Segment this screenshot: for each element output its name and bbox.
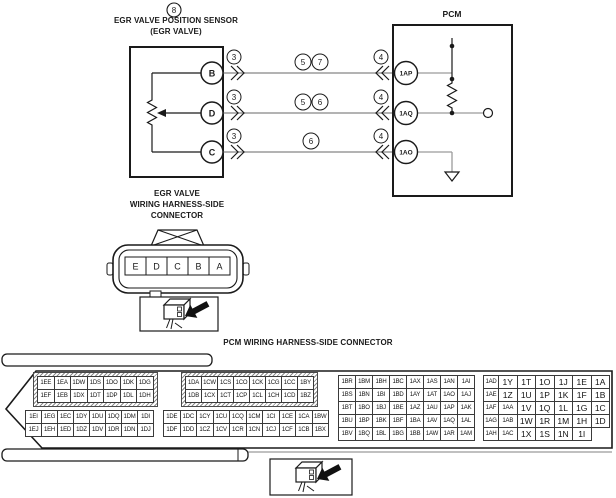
pin-cell-1eg: 1EG — [41, 410, 58, 424]
pin-cell-1ac: 1AC — [498, 427, 518, 441]
pin-cell-1cc: 1CC — [281, 376, 298, 390]
wire1-mid-ref-b: 7 — [317, 58, 323, 67]
pcm-pin-terminals — [395, 62, 418, 164]
pin-row — [37, 389, 154, 403]
wire1-mid-ref-a: 5 — [300, 58, 306, 67]
pin-cell-1ef: 1EF — [37, 389, 55, 403]
pin-cell-1bx: 1BX — [312, 423, 330, 437]
pin-cell-1ad: 1AD — [483, 375, 499, 389]
pin-cell-1eh: 1EH — [41, 423, 58, 437]
pin-cell-1cp: 1CP — [233, 389, 250, 403]
pin-cell-1av: 1AV — [423, 414, 441, 428]
pin-cell-1r: 1R — [535, 414, 555, 428]
pin-cell-1dw: 1DW — [70, 376, 88, 390]
pin-cell-1dq: 1DQ — [105, 410, 122, 424]
pin-cell-1bs: 1BS — [338, 388, 356, 402]
pin-cell-1x: 1X — [517, 427, 537, 441]
pin-cell-1am: 1AM — [457, 427, 475, 441]
pin-cell-1b: 1B — [591, 388, 611, 402]
pin-cell-1bf: 1BF — [389, 414, 407, 428]
wire1-left-ref: 3 — [231, 53, 237, 62]
pin-cell-1ch: 1CH — [265, 389, 282, 403]
pin-cell-1de: 1DE — [163, 410, 181, 424]
pin-row — [483, 427, 610, 441]
pin-cell-1bg: 1BG — [389, 427, 407, 441]
pin-cell-1dv: 1DV — [89, 423, 106, 437]
pin-cell-1ap: 1AP — [440, 401, 458, 415]
pin-cell-1c: 1C — [591, 401, 611, 415]
pin-cell-1dx: 1DX — [70, 389, 88, 403]
pin-cell-1m: 1M — [554, 414, 574, 428]
connector-direction-callout — [270, 459, 352, 495]
pin-cell-1db: 1DB — [185, 389, 202, 403]
pin-cell-1cm: 1CM — [246, 410, 264, 424]
wire3-mid-ref: 6 — [308, 137, 314, 146]
pin-cell-1j: 1J — [554, 375, 574, 389]
egr-connector-drawing — [107, 230, 249, 297]
pin-cell-1p: 1P — [535, 388, 555, 402]
pin-cell-1ag: 1AG — [483, 414, 499, 428]
pcm-pin-block-right-b — [483, 375, 610, 441]
pin-cell-1cu: 1CU — [213, 410, 231, 424]
wire2-mid-ref-b: 6 — [317, 98, 323, 107]
pin-cell-1ay: 1AY — [406, 388, 424, 402]
pin-cell-1cz: 1CZ — [196, 423, 214, 437]
pin-cell-1ei: 1EI — [25, 410, 42, 424]
pin-cell-1do: 1DO — [103, 376, 121, 390]
egr-pin-a: A — [216, 261, 223, 272]
pin-row — [37, 376, 154, 390]
connector-rail-bottom — [2, 449, 248, 461]
pin-cell-1az: 1AZ — [406, 401, 424, 415]
pin-row — [338, 414, 475, 428]
pin-cell-1cb: 1CB — [295, 423, 313, 437]
pin-cell-1ar: 1AR — [440, 427, 458, 441]
pin-cell-1be: 1BE — [389, 401, 407, 415]
wire3-right-ref: 4 — [378, 132, 384, 141]
pin-cell-1d: 1D — [591, 414, 611, 428]
pin-row — [185, 389, 314, 403]
pin-cell-1o: 1O — [535, 375, 555, 389]
pin-cell-1bd: 1BD — [389, 388, 407, 402]
pin-cell-1an: 1AN — [440, 375, 458, 389]
pin-cell-1ab: 1AB — [498, 414, 518, 428]
pin-cell-1cs: 1CS — [217, 376, 234, 390]
pin-cell-1dz: 1DZ — [73, 423, 90, 437]
egr-connector-title-line1: EGR VALVE — [154, 189, 200, 198]
pin-cell-1bl: 1BL — [372, 427, 390, 441]
wire2-mid-ref-a: 5 — [300, 98, 306, 107]
pin-cell-1w: 1W — [517, 414, 537, 428]
egr-connector-title-line3: CONNECTOR — [150, 211, 204, 220]
pin-cell-1ds: 1DS — [87, 376, 105, 390]
pin-cell-1ct: 1CT — [217, 389, 234, 403]
pin-cell-1bo: 1BO — [355, 401, 373, 415]
pin-cell-1ah: 1AH — [483, 427, 499, 441]
pin-cell-1bu: 1BU — [338, 414, 356, 428]
pin-cell-1ci: 1CI — [262, 410, 280, 424]
egr-pin-d: D — [153, 261, 160, 272]
pin-cell-1bm: 1BM — [355, 375, 373, 389]
pin-cell-1by: 1BY — [297, 376, 314, 390]
sensor-pin-c: C — [208, 147, 216, 158]
pcm-pin-block-bottom-left — [25, 410, 154, 437]
pin-cell-1g: 1G — [572, 401, 592, 415]
pin-cell-1ec: 1EC — [57, 410, 74, 424]
pin-cell-1ai: 1AI — [457, 375, 475, 389]
pin-cell-1aa: 1AA — [498, 401, 518, 415]
pin-cell-1dn: 1DN — [121, 423, 138, 437]
wire2-right-ref: 4 — [378, 93, 384, 102]
pin-row — [483, 401, 610, 415]
pin-cell-1ee: 1EE — [37, 376, 55, 390]
pin-cell-1cw: 1CW — [201, 376, 218, 390]
harness-wires — [223, 50, 393, 159]
pin-cell-1cf: 1CF — [279, 423, 297, 437]
sensor-ref-number: 8 — [171, 6, 177, 15]
pcm-pin-block-right-a — [338, 375, 475, 441]
pin-cell-1du: 1DU — [89, 410, 106, 424]
pin-cell-1al: 1AL — [457, 414, 475, 428]
wire-mid-refs — [295, 54, 328, 149]
sensor-title-line1: EGR VALVE POSITION SENSOR — [114, 16, 238, 25]
pin-cell-1cr: 1CR — [229, 423, 247, 437]
pin-cell-1cy: 1CY — [196, 410, 214, 424]
wire-left-refs — [227, 50, 241, 143]
pin-cell-1au: 1AU — [423, 401, 441, 415]
pin-cell-1cd: 1CD — [281, 389, 298, 403]
open-terminal-icon — [484, 109, 493, 118]
connector-direction-callout — [140, 297, 218, 331]
pin-cell-1f: 1F — [572, 388, 592, 402]
pin-cell-1cq: 1CQ — [229, 410, 247, 424]
wire2-left-ref: 3 — [231, 93, 237, 102]
wire1-right-ref: 4 — [378, 53, 384, 62]
pin-row — [338, 427, 475, 441]
pin-cell-1ao: 1AO — [440, 388, 458, 402]
egr-pin-c: C — [174, 261, 181, 272]
sensor-title-line2: (EGR VALVE) — [150, 27, 202, 36]
pin-cell-1y: 1Y — [498, 375, 518, 389]
pin-cell-1ax: 1AX — [406, 375, 424, 389]
pin-cell-1dr: 1DR — [105, 423, 122, 437]
pin-cell-1ak: 1AK — [457, 401, 475, 415]
pin-row — [338, 401, 475, 415]
pin-cell-1s: 1S — [535, 427, 555, 441]
pin-cell-1bc: 1BC — [389, 375, 407, 389]
pin-cell-1bk: 1BK — [372, 414, 390, 428]
pin-cell-1dy: 1DY — [73, 410, 90, 424]
pin-row — [185, 376, 314, 390]
pin-cell-1ej: 1EJ — [25, 423, 42, 437]
pin-cell-1cg: 1CG — [265, 376, 282, 390]
pin-cell-1ck: 1CK — [249, 376, 266, 390]
pin-cell-1eb: 1EB — [54, 389, 72, 403]
egr-harness-connector — [107, 189, 249, 331]
egr-connector-title-line2: WIRING HARNESS-SIDE — [129, 200, 225, 209]
pin-cell-1v: 1V — [517, 401, 537, 415]
pin-cell-1ae: 1AE — [483, 388, 499, 402]
pin-cell-1co: 1CO — [233, 376, 250, 390]
pin-row — [483, 375, 610, 389]
pin-cell-1t: 1T — [517, 375, 537, 389]
sensor-pin-b: B — [208, 68, 216, 79]
pin-cell-1bh: 1BH — [372, 375, 390, 389]
pin-cell-1i: 1I — [572, 427, 592, 441]
pin-cell-1dg: 1DG — [136, 376, 154, 390]
pin-cell-1aw: 1AW — [423, 427, 441, 441]
pin-cell-1e: 1E — [572, 375, 592, 389]
wire-right-refs — [374, 50, 388, 143]
pin-row — [163, 423, 329, 437]
sensor-pin-terminals — [201, 62, 223, 163]
pin-row — [338, 388, 475, 402]
pin-row — [25, 423, 154, 437]
connector-rail-top — [2, 354, 212, 366]
pin-row — [25, 410, 154, 424]
pin-cell-1aj: 1AJ — [457, 388, 475, 402]
pin-cell-1dl: 1DL — [120, 389, 138, 403]
pin-cell-1dd: 1DD — [180, 423, 198, 437]
pin-cell-1bw: 1BW — [312, 410, 330, 424]
pin-row — [163, 410, 329, 424]
pin-cell-1ed: 1ED — [57, 423, 74, 437]
pin-cell-1aq: 1AQ — [440, 414, 458, 428]
pin-cell-1bv: 1BV — [338, 427, 356, 441]
pin-row — [338, 375, 475, 389]
pcm-pin-block-bottom-mid — [163, 410, 329, 437]
pcm-pin-1ao: 1AO — [399, 149, 413, 157]
pin-cell-1dh: 1DH — [136, 389, 154, 403]
pin-cell-1as: 1AS — [423, 375, 441, 389]
pin-cell-1dc: 1DC — [180, 410, 198, 424]
pin-cell-1l: 1L — [554, 401, 574, 415]
pin-cell-1z: 1Z — [498, 388, 518, 402]
pin-cell-1n: 1N — [554, 427, 574, 441]
pin-cell-1a: 1A — [591, 375, 611, 389]
pcm-schematic — [393, 9, 512, 196]
pin-cell-1cl: 1CL — [249, 389, 266, 403]
pin-cell-1h: 1H — [572, 414, 592, 428]
egr-pin-e: E — [132, 261, 139, 272]
pcm-title: PCM — [442, 9, 462, 19]
pin-cell-1bt: 1BT — [338, 401, 356, 415]
pin-cell-1bi: 1BI — [372, 388, 390, 402]
pin-cell-1bq: 1BQ — [355, 427, 373, 441]
egr-connector-pin-cells — [125, 257, 230, 275]
pcm-pin-1ap: 1AP — [399, 70, 413, 78]
pin-cell-1cx: 1CX — [201, 389, 218, 403]
pin-cell-1ba: 1BA — [406, 414, 424, 428]
pin-cell-1bb: 1BB — [406, 427, 424, 441]
pin-cell-1ca: 1CA — [295, 410, 313, 424]
pin-cell-1dm: 1DM — [121, 410, 138, 424]
pin-cell-1bj: 1BJ — [372, 401, 390, 415]
pin-cell-1br: 1BR — [338, 375, 356, 389]
pin-cell-1cn: 1CN — [246, 423, 264, 437]
pcm-pin-block-top-mid — [181, 372, 318, 407]
pin-row — [483, 414, 610, 428]
egr-pin-b: B — [195, 261, 202, 272]
wire3-left-ref: 3 — [231, 132, 237, 141]
pcm-pin-block-top-left — [33, 372, 158, 407]
pin-cell-1dk: 1DK — [120, 376, 138, 390]
pin-cell-1dp: 1DP — [103, 389, 121, 403]
pin-cell-1bz: 1BZ — [297, 389, 314, 403]
pin-cell-1u: 1U — [517, 388, 537, 402]
pin-cell-1df: 1DF — [163, 423, 181, 437]
pin-cell-1dj: 1DJ — [137, 423, 154, 437]
pin-cell-1di: 1DI — [137, 410, 154, 424]
pin-cell-1cj: 1CJ — [262, 423, 280, 437]
pcm-connector-title: PCM WIRING HARNESS-SIDE CONNECTOR — [223, 338, 393, 347]
pin-cell-1at: 1AT — [423, 388, 441, 402]
pin-cell-1da: 1DA — [185, 376, 202, 390]
pin-cell-1bp: 1BP — [355, 414, 373, 428]
pin-cell-1af: 1AF — [483, 401, 499, 415]
pin-cell-1dt: 1DT — [87, 389, 105, 403]
pin-cell-1k: 1K — [554, 388, 574, 402]
pcm-pin-1aq: 1AQ — [399, 110, 413, 118]
pin-cell-1bn: 1BN — [355, 388, 373, 402]
sensor-pin-d: D — [208, 108, 216, 119]
pin-cell-1q: 1Q — [535, 401, 555, 415]
pin-cell-1cv: 1CV — [213, 423, 231, 437]
pin-cell-1ce: 1CE — [279, 410, 297, 424]
pin-cell-1ea: 1EA — [54, 376, 72, 390]
pin-row — [483, 388, 610, 402]
